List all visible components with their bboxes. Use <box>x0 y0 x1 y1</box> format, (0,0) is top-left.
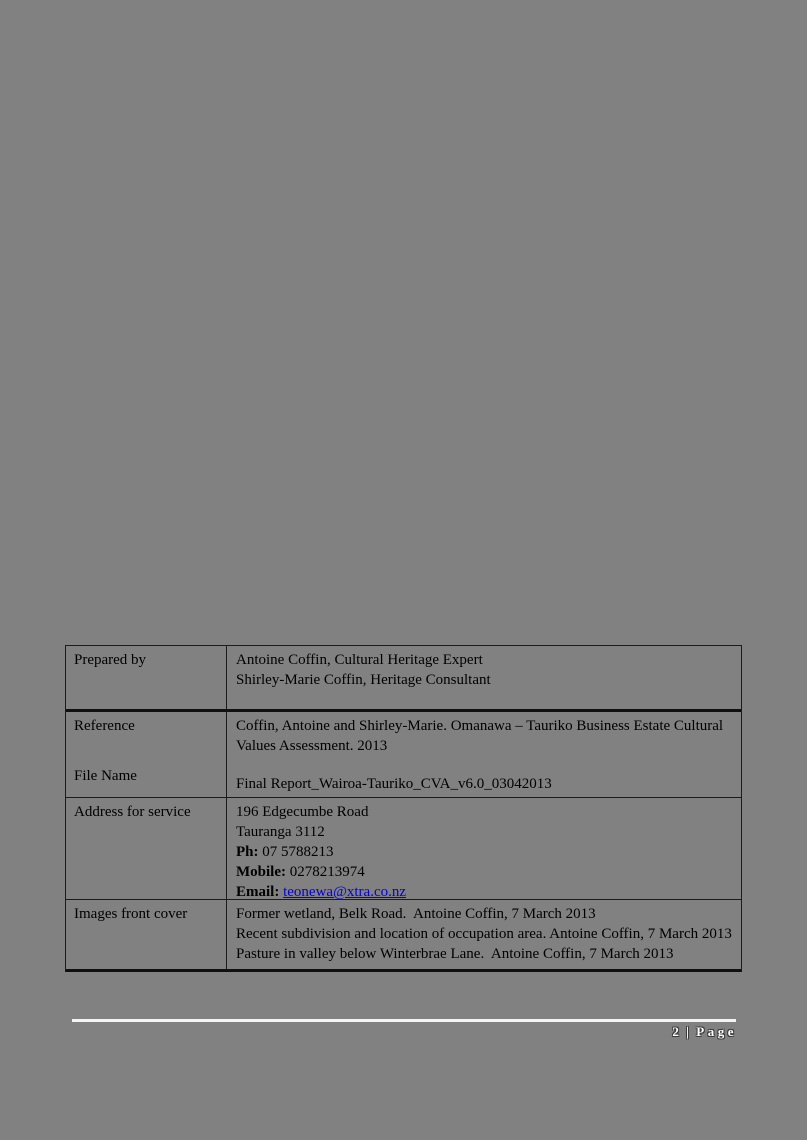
table-row-images <box>66 900 741 969</box>
file-name-value: Final Report_Wairoa-Tauriko_CVA_v6.0_03042013 <box>236 776 552 792</box>
email-link[interactable]: teonewa@xtra.co.nz <box>283 884 407 900</box>
row-label-reference <box>66 712 227 797</box>
document-info-table <box>65 645 742 972</box>
label-text-file-name: File Name <box>74 768 137 784</box>
row-label-address <box>66 798 227 899</box>
address-mobile <box>236 862 733 882</box>
row-label-images <box>66 900 227 969</box>
row-value-prepared-by <box>227 646 741 709</box>
footer-divider-rule <box>72 1019 736 1022</box>
reference-citation: Coffin, Antoine and Shirley-Marie. Omanawa – Tauriko Business Estate Cultural Values Assessment. 2013 <box>236 718 727 754</box>
label-text-images: Images front cover <box>74 906 188 922</box>
table-row-address <box>66 798 741 900</box>
address-phone <box>236 842 733 862</box>
row-value-images <box>227 900 741 969</box>
table-row-reference <box>66 712 741 798</box>
prepared-by-line-2: Shirley-Marie Coffin, Heritage Consultant <box>236 672 491 688</box>
mobile-value: 0278213974 <box>286 864 365 880</box>
address-street: 196 Edgecumbe Road <box>236 804 369 820</box>
page-number-bar: | <box>686 1024 692 1039</box>
address-city: Tauranga 3112 <box>236 824 325 840</box>
image-credit-line-2: Recent subdivision and location of occupation area. Antoine Coffin, 7 March 2013 <box>236 926 732 942</box>
label-text-address: Address for service <box>74 804 191 820</box>
row-label-prepared-by <box>66 646 227 709</box>
page-number: 2 <box>672 1024 681 1039</box>
mobile-label: Mobile: <box>236 864 286 880</box>
table-row-prepared-by <box>66 646 741 712</box>
row-value-address <box>227 798 741 899</box>
page-label: Page <box>696 1024 737 1039</box>
phone-label: Ph: <box>236 844 259 860</box>
email-label: Email: <box>236 884 280 900</box>
label-text: Prepared by <box>74 652 147 668</box>
footer-page-number <box>672 1024 737 1040</box>
image-credit-line-3: Pasture in valley below Winterbrae Lane. Antoine Coffin, 7 March 2013 <box>236 946 674 962</box>
prepared-by-line-1: Antoine Coffin, Cultural Heritage Expert <box>236 652 483 668</box>
label-text-reference: Reference <box>74 718 135 734</box>
image-credit-line-1: Former wetland, Belk Road. Antoine Coffin, 7 March 2013 <box>236 906 596 922</box>
address-email <box>236 882 733 902</box>
row-value-reference <box>227 712 741 797</box>
phone-value: 07 5788213 <box>258 844 334 860</box>
